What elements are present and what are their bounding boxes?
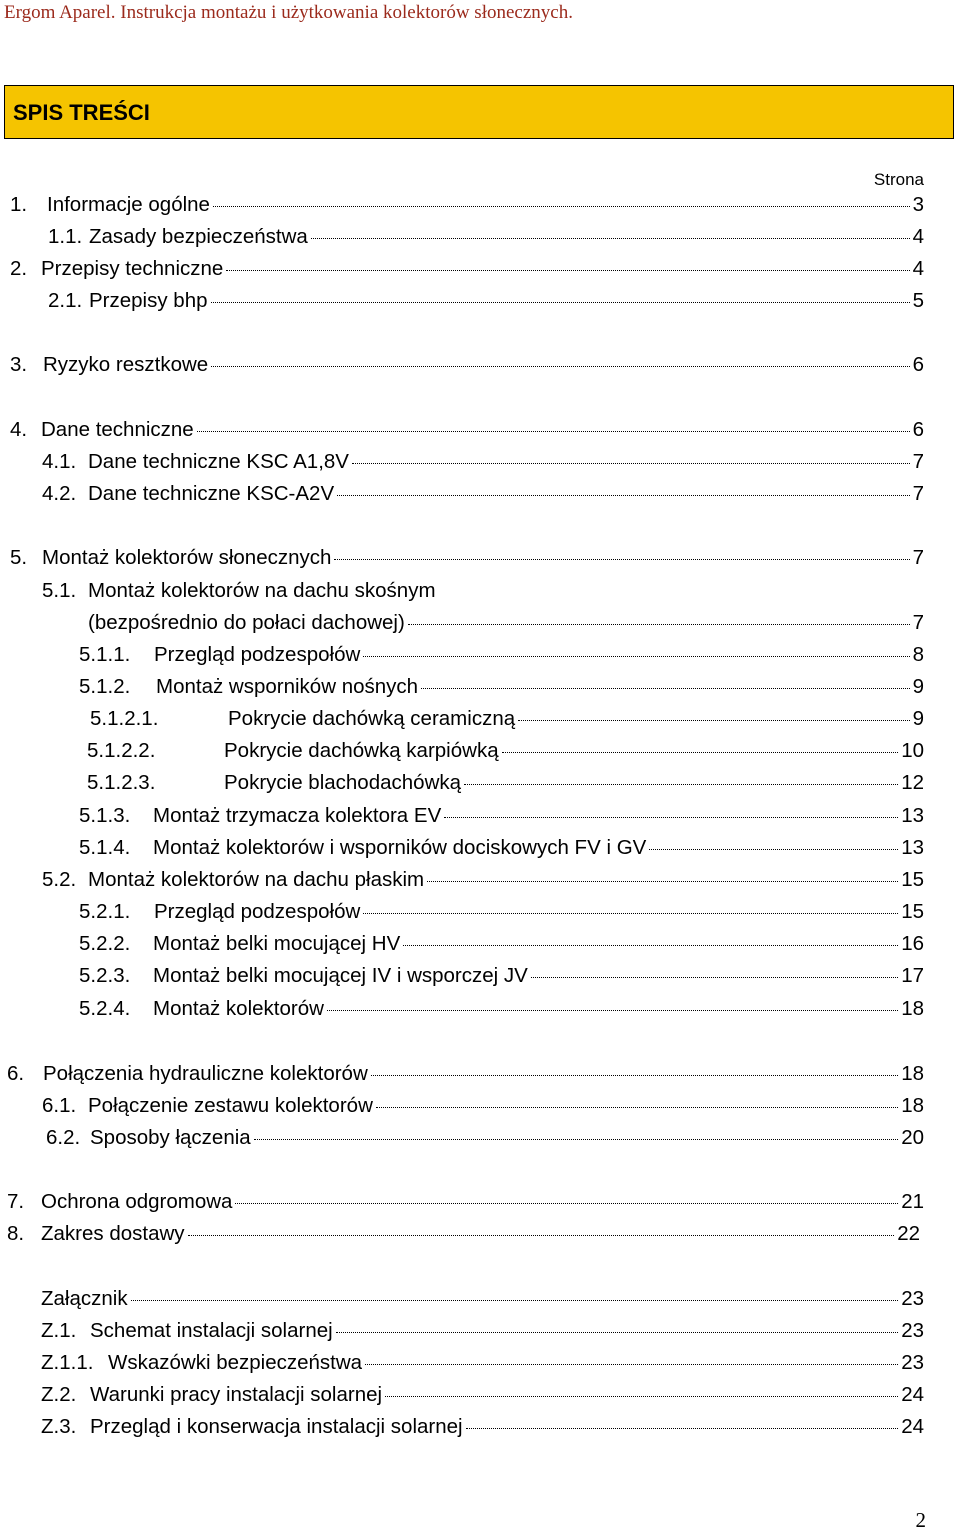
toc-entry-label: Montaż kolektorów xyxy=(153,997,324,1020)
toc-entry[interactable] xyxy=(79,804,924,834)
toc-entry[interactable] xyxy=(88,611,924,641)
toc-entry-page: 5 xyxy=(912,289,924,312)
toc-entry-label: Informacje ogólne xyxy=(47,193,210,216)
toc-entry-number: 5.1. xyxy=(42,579,77,602)
toc-entry[interactable] xyxy=(87,771,924,801)
toc-entry-page: 6 xyxy=(912,353,924,376)
leader-dots xyxy=(376,1107,898,1108)
toc-entry-page: 15 xyxy=(901,868,924,891)
leader-dots xyxy=(352,463,910,464)
toc-entry-label: Zasady bezpieczeństwa xyxy=(89,225,308,248)
toc-entry[interactable] xyxy=(41,1383,924,1413)
toc-title: SPIS TREŚCI xyxy=(13,100,150,125)
toc-entry[interactable] xyxy=(41,1287,924,1317)
toc-entry[interactable] xyxy=(46,1126,924,1156)
toc-entry-page: 8 xyxy=(912,643,924,666)
leader-dots xyxy=(226,270,909,271)
toc-entry-number: 5.2.2. xyxy=(79,932,131,955)
toc-entry-label: Montaż belki mocującej IV i wsporczej JV xyxy=(153,964,528,987)
toc-entry[interactable] xyxy=(10,546,924,576)
leader-dots xyxy=(311,238,910,239)
toc-entry[interactable] xyxy=(10,257,924,287)
toc-entry-number: 5.2.4. xyxy=(79,997,131,1020)
page-number: 2 xyxy=(915,1508,926,1532)
toc-entry-number: 5.1.1. xyxy=(79,643,131,666)
leader-dots xyxy=(365,1364,898,1365)
toc-entry-number: 6.1. xyxy=(42,1094,77,1117)
leader-dots xyxy=(444,817,898,818)
toc-entry-page: 4 xyxy=(912,225,924,248)
leader-dots xyxy=(213,206,910,207)
leader-dots xyxy=(502,752,899,753)
toc-entry-label: Montaż belki mocującej HV xyxy=(153,932,401,955)
toc-entry[interactable] xyxy=(42,1094,924,1124)
toc-entry-label: (bezpośrednio do połaci dachowej) xyxy=(88,611,405,634)
toc-entry-number: 4.1. xyxy=(42,450,77,473)
toc-entry-label: Pokrycie dachówką karpiówką xyxy=(224,739,499,762)
toc-entry-label: Montaż kolektorów na dachu skośnym xyxy=(88,579,436,602)
toc-entry-page: 4 xyxy=(912,257,924,280)
toc-entry[interactable] xyxy=(7,1190,924,1220)
toc-entry-label: Dane techniczne KSC-A2V xyxy=(88,482,335,505)
toc-entry-number: Z.2. xyxy=(41,1383,77,1406)
toc-entry[interactable] xyxy=(79,964,924,994)
leader-dots xyxy=(649,849,898,850)
leader-dots xyxy=(403,945,898,946)
toc-entry-label: Połączenie zestawu kolektorów xyxy=(88,1094,373,1117)
leader-dots xyxy=(334,559,909,560)
toc-entry-number: 8. xyxy=(7,1222,25,1245)
toc-entry-page: 7 xyxy=(912,450,924,473)
toc-entry-page: 18 xyxy=(901,997,924,1020)
toc-entry[interactable] xyxy=(79,836,924,866)
toc-entry-number: 7. xyxy=(7,1190,25,1213)
leader-dots xyxy=(466,1428,899,1429)
leader-dots xyxy=(363,656,909,657)
toc-entry-page: 13 xyxy=(901,804,924,827)
toc-entry-label: Przegląd i konserwacja instalacji solarnej xyxy=(90,1415,463,1438)
toc-entry-number: 1.1. xyxy=(48,225,83,248)
toc-entry[interactable] xyxy=(10,418,924,448)
leader-dots xyxy=(385,1396,898,1397)
leader-dots xyxy=(518,720,909,721)
toc-entry-number: 5.1.2.2. xyxy=(87,739,156,762)
toc-entry-number: 1. xyxy=(10,193,28,216)
toc-entry-label: Przepisy bhp xyxy=(89,289,208,312)
leader-dots xyxy=(211,366,909,367)
toc-entry-page: 21 xyxy=(901,1190,924,1213)
toc-entry-page: 23 xyxy=(901,1351,924,1374)
toc-entry[interactable] xyxy=(42,450,924,480)
toc-entry-page: 18 xyxy=(901,1094,924,1117)
toc-entry-number: 2.1. xyxy=(48,289,83,312)
toc-entry[interactable] xyxy=(41,1415,924,1445)
leader-dots xyxy=(327,1010,898,1011)
toc-entry-number: 3. xyxy=(10,353,28,376)
toc-entry-page: 7 xyxy=(912,546,924,569)
toc-entry-label: Przepisy techniczne xyxy=(41,257,224,280)
document-header: Ergom Aparel. Instrukcja montażu i użytkowania kolektorów słonecznych. xyxy=(4,2,573,23)
leader-dots xyxy=(464,784,898,785)
toc-entry-page: 12 xyxy=(901,771,924,794)
toc-entry-page: 9 xyxy=(912,675,924,698)
toc-entry-page: 18 xyxy=(901,1062,924,1085)
toc-entry-page: 23 xyxy=(901,1319,924,1342)
leader-dots xyxy=(531,977,898,978)
leader-dots xyxy=(336,1332,898,1333)
toc-entry[interactable] xyxy=(79,643,924,673)
toc-entry-page: 13 xyxy=(901,836,924,859)
toc-entry-label: Sposoby łączenia xyxy=(90,1126,251,1149)
toc-entry-label: Wskazówki bezpieczeństwa xyxy=(108,1351,363,1374)
toc-entry-page: 16 xyxy=(901,932,924,955)
leader-dots xyxy=(408,624,910,625)
leader-dots xyxy=(363,913,898,914)
leader-dots xyxy=(371,1075,898,1076)
toc-entry-page: 3 xyxy=(912,193,924,216)
toc-entry[interactable] xyxy=(42,868,924,898)
leader-dots xyxy=(197,431,910,432)
toc-entry[interactable] xyxy=(90,707,924,737)
leader-dots xyxy=(427,881,898,882)
toc-entry-number: 5.2.1. xyxy=(79,900,131,923)
toc-entry[interactable] xyxy=(41,1319,924,1349)
toc-entry-number: 5.1.2.1. xyxy=(90,707,159,730)
toc-entry[interactable] xyxy=(79,997,924,1027)
toc-entry[interactable] xyxy=(10,193,924,223)
toc-entry-label: Przegląd podzespołów xyxy=(154,900,361,923)
toc-entry-number: 5. xyxy=(10,546,28,569)
toc-entry-label: Pokrycie dachówką ceramiczną xyxy=(228,707,516,730)
toc-entry-number: Z.1. xyxy=(41,1319,77,1342)
toc-entry-label: Połączenia hydrauliczne kolektorów xyxy=(43,1062,368,1085)
toc-entry-label: Ochrona odgromowa xyxy=(41,1190,233,1213)
toc-entry[interactable] xyxy=(42,482,924,512)
toc-entry-label: Przegląd podzespołów xyxy=(154,643,361,666)
toc-entry[interactable] xyxy=(7,1062,924,1092)
toc-entry-label: Warunki pracy instalacji solarnej xyxy=(90,1383,383,1406)
leader-dots xyxy=(131,1300,899,1301)
toc-entry[interactable] xyxy=(48,289,924,319)
toc-title-box xyxy=(4,85,954,139)
toc-entry[interactable] xyxy=(79,900,924,930)
page-column-label: Strona xyxy=(873,170,924,189)
toc-entry-page: 6 xyxy=(912,418,924,441)
toc-entry[interactable] xyxy=(7,1222,920,1252)
toc-entry-page: 7 xyxy=(912,611,924,634)
toc-entry-label: Montaż trzymacza kolektora EV xyxy=(153,804,442,827)
toc-entry-page: 20 xyxy=(901,1126,924,1149)
toc-entry-page: 22 xyxy=(897,1222,920,1245)
toc-entry-number: 5.1.3. xyxy=(79,804,131,827)
toc-entry-number: 5.2.3. xyxy=(79,964,131,987)
toc-entry-page: 17 xyxy=(901,964,924,987)
leader-dots xyxy=(337,495,909,496)
toc-entry-page: 10 xyxy=(901,739,924,762)
leader-dots xyxy=(211,302,910,303)
toc-entry-label: Ryzyko resztkowe xyxy=(43,353,209,376)
toc-entry[interactable] xyxy=(48,225,924,255)
toc-entry-label: Montaż kolektorów słonecznych xyxy=(42,546,332,569)
toc-entry-number: Z.3. xyxy=(41,1415,77,1438)
toc-entry-number: 4. xyxy=(10,418,28,441)
toc-entry-number: 2. xyxy=(10,257,28,280)
toc-entry-number: 5.1.2. xyxy=(79,675,131,698)
leader-dots xyxy=(254,1139,899,1140)
toc-entry[interactable] xyxy=(42,579,924,609)
toc-entry-page: 24 xyxy=(901,1383,924,1406)
toc-entry-label: Schemat instalacji solarnej xyxy=(90,1319,333,1342)
toc-entry-page: 9 xyxy=(912,707,924,730)
toc-entry-page: 15 xyxy=(901,900,924,923)
toc-entry-page: 24 xyxy=(901,1415,924,1438)
toc-entry-number: 6.2. xyxy=(46,1126,81,1149)
toc-entry-label: Zakres dostawy xyxy=(41,1222,185,1245)
toc-entry-number: 6. xyxy=(7,1062,25,1085)
toc-entry-label: Montaż kolektorów i wsporników dociskowych FV i GV xyxy=(153,836,647,859)
toc-entry-number: 5.1.4. xyxy=(79,836,131,859)
toc-entry-label: Montaż kolektorów na dachu płaskim xyxy=(88,868,425,891)
toc-entry[interactable] xyxy=(41,1351,924,1381)
leader-dots xyxy=(188,1235,895,1236)
toc-entry[interactable] xyxy=(87,739,924,769)
toc-entry-label: Montaż wsporników nośnych xyxy=(156,675,419,698)
toc-entry-page: 23 xyxy=(901,1287,924,1310)
toc-entry[interactable] xyxy=(79,675,924,705)
leader-dots xyxy=(421,688,910,689)
toc-entry-label: Dane techniczne KSC A1,8V xyxy=(88,450,349,473)
toc-entry[interactable] xyxy=(10,353,924,383)
toc-entry-page: 7 xyxy=(912,482,924,505)
toc-entry-number: 4.2. xyxy=(42,482,77,505)
toc-entry-number: 5.1.2.3. xyxy=(87,771,156,794)
toc-entry-label: Pokrycie blachodachówką xyxy=(224,771,462,794)
toc-entry-number: 5.2. xyxy=(42,868,77,891)
toc-entry-label: Dane techniczne xyxy=(41,418,194,441)
toc-entry-label: Załącznik xyxy=(41,1287,128,1310)
leader-dots xyxy=(235,1203,898,1204)
toc-entry[interactable] xyxy=(79,932,924,962)
toc-entry-number: Z.1.1. xyxy=(41,1351,94,1374)
